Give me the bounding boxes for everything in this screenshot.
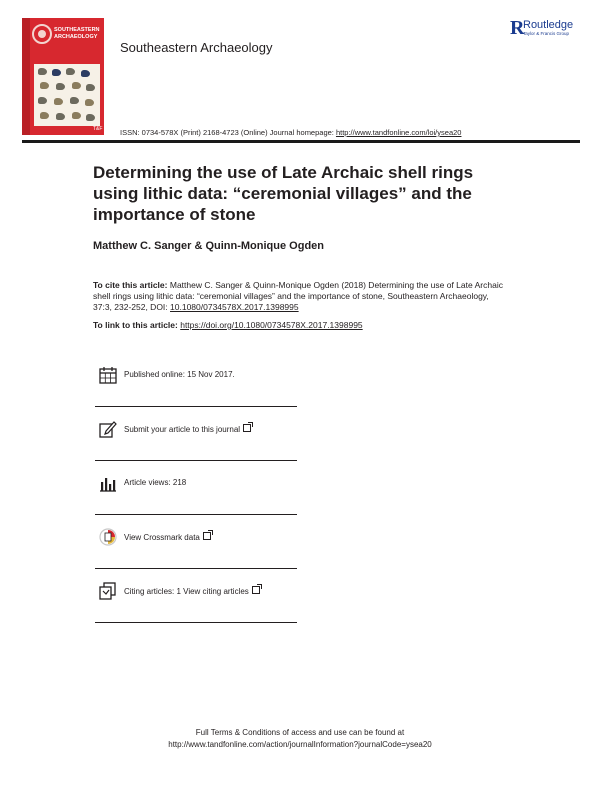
submit-article-link[interactable] [124, 424, 251, 434]
issn-text: ISSN: 0734-578X (Print) 2168-4723 (Online) Journal homepage: [120, 128, 336, 137]
article-doi-link[interactable]: https://doi.org/10.1080/0734578X.2017.1398995 [180, 320, 363, 330]
citing-articles-row[interactable] [95, 568, 297, 623]
citation-text: Matthew C. Sanger & Quinn-Monique Ogden (2018) Determining the use of Late Archaic shell rings using lithic data: “ceremonial villages” and the importance of stone, Southeastern Archaeology, 37:3, 232-252, DOI: [93, 280, 503, 312]
header-divider [22, 140, 580, 143]
journal-cover-image [22, 18, 104, 135]
routledge-logo[interactable] [510, 18, 588, 38]
publisher-tagline: Taylor & Francis Group [523, 31, 570, 36]
article-authors: Matthew C. Sanger & Quinn-Monique Ogden [93, 240, 324, 252]
cover-spine [22, 18, 30, 135]
external-link-icon [203, 532, 211, 540]
article-title: Determining the use of Late Archaic shell rings using lithic data: “ceremonial villages” and the importance of stone [93, 163, 474, 224]
bar-chart-icon [99, 474, 117, 492]
published-online-row [95, 352, 297, 407]
article-link-line [93, 320, 363, 330]
pencil-edit-icon [99, 420, 117, 438]
journal-homepage-link[interactable]: http://www.tandfonline.com/loi/ysea20 [335, 128, 462, 137]
article-views-row [95, 460, 297, 515]
citation-doi-link[interactable]: 10.1080/0734578X.2017.1398995 [170, 302, 299, 312]
crossmark-row[interactable] [95, 514, 297, 569]
routledge-r-icon: R [510, 17, 525, 39]
footer-terms-text: Full Terms & Conditions of access and use can be found at [195, 728, 405, 737]
issn-line [120, 128, 461, 137]
citing-articles-link[interactable] [124, 586, 260, 596]
journal-name: Southeastern Archaeology [120, 40, 273, 55]
publisher-name: Routledge [523, 19, 574, 31]
article-views-text: Article views: 218 [124, 478, 187, 487]
citing-articles-icon [99, 582, 117, 600]
cover-seal-logo [32, 24, 52, 44]
citing-articles-text: Citing articles: 1 View citing articles [124, 587, 249, 596]
crossmark-icon [99, 528, 117, 546]
crossmark-link[interactable] [124, 532, 211, 542]
citation-block [93, 280, 503, 313]
external-link-icon [243, 424, 251, 432]
cover-title: SOUTHEASTERN ARCHAEOLOGY [54, 27, 100, 40]
footer-terms-url[interactable]: http://www.tandfonline.com/action/journalInformation?journalCode=ysea20 [168, 740, 432, 749]
cover-publisher-mark: T&F [93, 126, 103, 132]
citation-label: To cite this article: [93, 280, 168, 290]
article-link-label: To link to this article: [93, 320, 181, 330]
calendar-icon [99, 366, 117, 384]
published-online-text: Published online: 15 Nov 2017. [124, 370, 235, 379]
submit-article-text: Submit your article to this journal [124, 425, 241, 434]
submit-article-row[interactable] [95, 406, 297, 461]
cover-artifacts-image [34, 64, 100, 126]
crossmark-text: View Crossmark data [124, 533, 200, 542]
external-link-icon [252, 586, 260, 594]
